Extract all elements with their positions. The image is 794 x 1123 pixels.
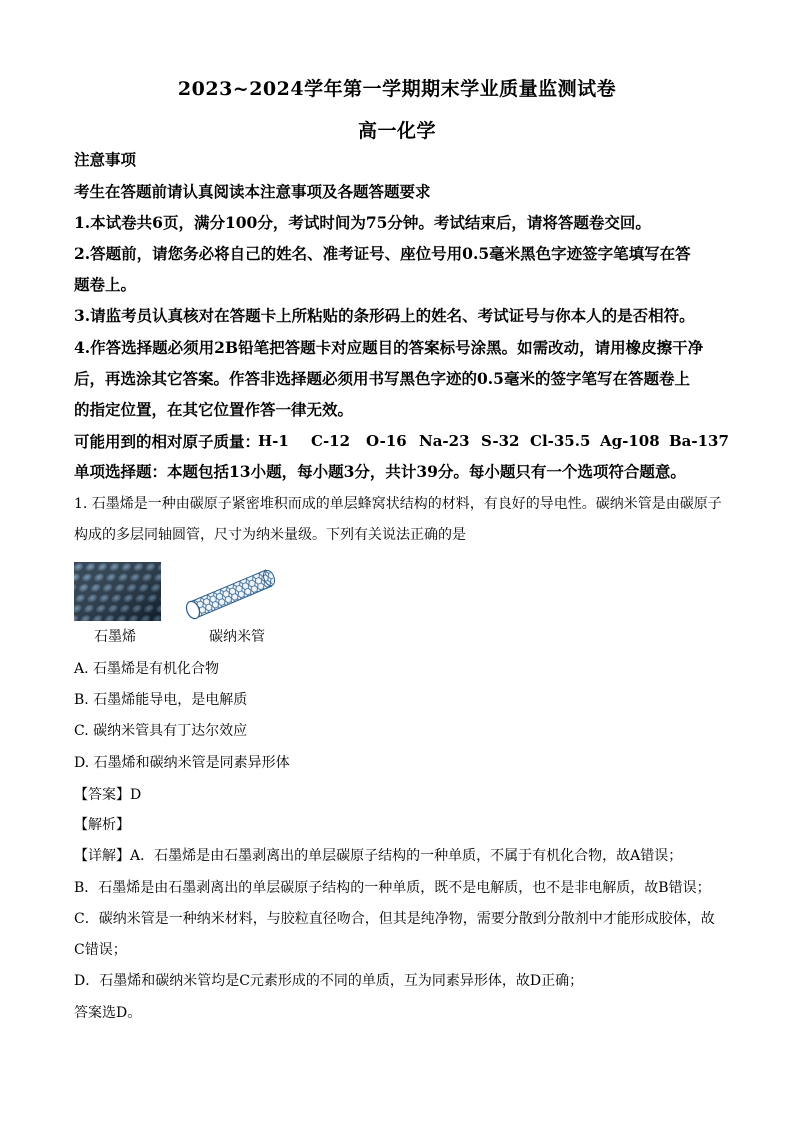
analysis-label: 【解析】	[74, 817, 130, 833]
answer-label: 【答案】	[74, 787, 130, 803]
detail-line-c1: C．碳纳米管是一种纳米材料，与胶粒直径吻合，但其是纯净物，需要分散到分散剂中才能形成胶体，故	[74, 911, 715, 927]
option-a: A. 石墨烯是有机化合物	[74, 661, 220, 677]
conclusion-line: 答案选D。	[74, 1005, 142, 1021]
notice-intro: 考生在答题前请认真阅读本注意事项及各题答题要求	[74, 182, 431, 201]
atomic-mass-label: 可能用到的相对原子质量：	[74, 432, 261, 451]
section-heading: 单项选择题：本题包括13小题，每小题3分，共计39分。每小题只有一个选项符合题意。	[74, 462, 686, 481]
atomic-mass-item: Ba-137	[669, 432, 729, 450]
answer-line	[74, 785, 141, 805]
detail-line-b: B．石墨烯是由石墨剥离出的单层碳原子结构的一种单质，既不是电解质，也不是非电解质，故B错误；	[74, 880, 711, 896]
option-d: D. 石墨烯和碳纳米管是同素异形体	[74, 755, 290, 771]
question-1-stem-a: 1. 石墨烯是一种由碳原子紧密堆积而成的单层蜂窝状结构的材料，有良好的导电性。碳纳米管是由碳原子	[74, 496, 722, 512]
exam-title: 2023~2024学年第一学期期末学业质量监测试卷	[177, 78, 617, 100]
atomic-mass-item: Cl-35.5	[530, 432, 591, 450]
atomic-mass-item: Ag-108	[600, 432, 660, 450]
atomic-mass-item: C-12	[311, 432, 351, 450]
atomic-mass-item: H-1	[258, 432, 289, 450]
exam-subtitle: 高一化学	[357, 120, 436, 142]
graphene-caption: 石墨烯	[94, 629, 136, 645]
notice-item-4c: 的指定位置，在其它位置作答一律无效。	[74, 400, 354, 419]
carbon-nanotube-caption: 碳纳米管	[209, 629, 265, 645]
graphene-image	[74, 562, 161, 621]
atomic-mass-item: S-32	[481, 432, 520, 450]
detail-label: 【详解】	[74, 848, 130, 864]
carbon-nanotube-image	[180, 564, 276, 621]
notice-item-4a: 4.作答选择题必须用2B铅笔把答题卡对应题目的答案标号涂黑。如需改动，请用橡皮擦干净	[74, 338, 704, 357]
notice-item-1: 1.本试卷共6页，满分100分，考试时间为75分钟。考试结束后，请将答题卷交回。	[74, 213, 651, 232]
option-c: C. 碳纳米管具有丁达尔效应	[74, 723, 248, 739]
detail-line-d: D．石墨烯和碳纳米管均是C元素形成的不同的单质，互为同素异形体，故D正确；	[74, 973, 584, 989]
notice-item-2a: 2.答题前，请您务必将自己的姓名、准考证号、座位号用0.5毫米黑色字迹签字笔填写在答	[74, 244, 691, 263]
notice-heading: 注意事项	[74, 150, 137, 169]
detail-line-c2: C错误；	[74, 942, 127, 958]
option-b: B. 石墨烯能导电，是电解质	[74, 692, 248, 708]
notice-item-2b: 题卷上。	[74, 275, 137, 294]
notice-item-4b: 后，再选涂其它答案。作答非选择题必须用书写黑色字迹的0.5毫米的签字笔写在答题卷上	[74, 369, 690, 388]
notice-item-3: 3.请监考员认真核对在答题卡上所粘贴的条形码上的姓名、考试证号与你本人的是否相符。	[74, 306, 695, 325]
detail-a-text: A．石墨烯是由石墨剥离出的单层碳原子结构的一种单质，不属于有机化合物，故A错误；	[130, 848, 683, 864]
atomic-mass-item: Na-23	[419, 432, 470, 450]
question-1-stem-b: 构成的多层同轴圆管，尺寸为纳米量级。下列有关说法正确的是	[74, 527, 466, 543]
answer-value: D	[130, 787, 142, 803]
atomic-mass-item: O-16	[366, 432, 407, 450]
detail-line-a	[74, 846, 682, 866]
